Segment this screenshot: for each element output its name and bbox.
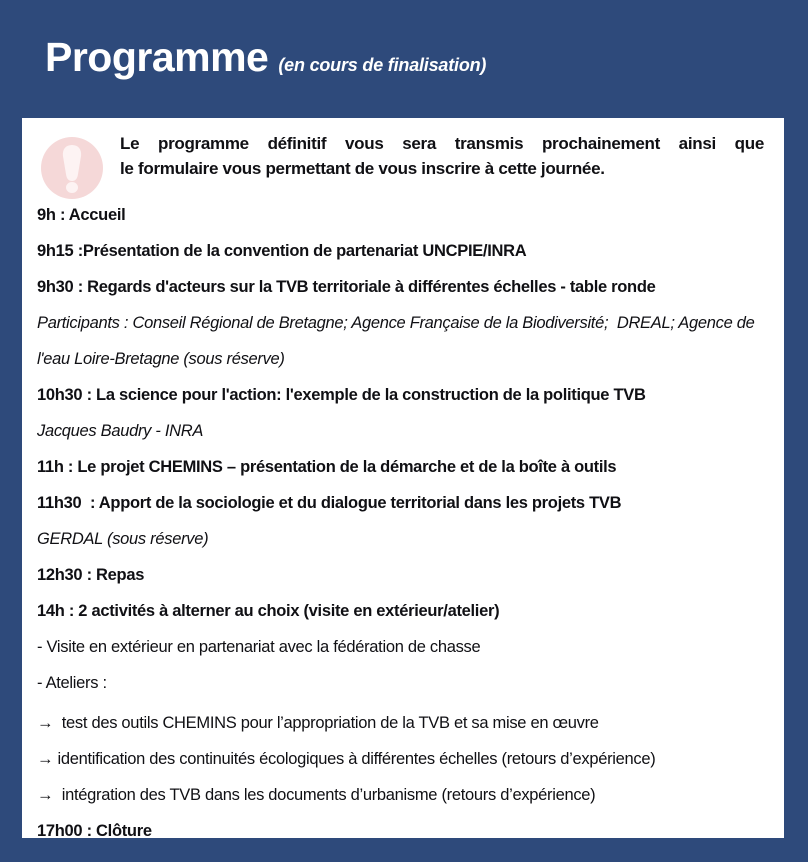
program-item-sociologie: 11h30 : Apport de la sociologie et du dialogue territorial dans les projets TVB xyxy=(37,494,622,512)
page-subtitle: (en cours de finalisation) xyxy=(278,55,487,75)
program-item-cloture: 17h00 : Clôture xyxy=(37,822,152,838)
program-item-speaker-gerdal: GERDAL (sous réserve) xyxy=(37,530,209,548)
program-item-visite: - Visite en extérieur en partenariat avec la fédération de chasse xyxy=(37,638,481,656)
program-item-atelier-test: → test des outils CHEMINS pour l’appropriation de la TVB et sa mise en œuvre xyxy=(37,714,599,732)
program-item-table-ronde: 9h30 : Regards d'acteurs sur la TVB territoriale à différentes échelles - table ronde xyxy=(37,278,656,296)
program-list xyxy=(37,197,769,838)
program-item-presentation: 9h15 :Présentation de la convention de partenariat UNCPIE/INRA xyxy=(37,242,527,260)
program-item-ateliers: - Ateliers : xyxy=(37,674,107,692)
program-item-atelier-integration: → intégration des TVB dans les documents d’urbanisme (retours d’expérience) xyxy=(37,786,596,804)
notice-line: le formulaire vous permettant de vous inscrire à cette journée. xyxy=(120,159,605,178)
program-item-activites: 14h : 2 activités à alterner au choix (visite en extérieur/atelier) xyxy=(37,602,500,620)
program-panel xyxy=(22,118,784,838)
program-item-atelier-identification: → identification des continuités écologiques à différentes échelles (retours d’expérience) xyxy=(37,750,656,768)
alert-exclamation-icon xyxy=(40,136,104,200)
notice-text xyxy=(120,131,764,181)
program-item-accueil: 9h : Accueil xyxy=(37,206,126,224)
notice-line: Le programme définitif vous sera transmis prochainement ainsi que xyxy=(120,134,764,153)
program-item-science-action: 10h30 : La science pour l'action: l'exemple de la construction de la politique TVB xyxy=(37,386,646,404)
page-header xyxy=(45,34,486,81)
program-item-speaker-baudry: Jacques Baudry - INRA xyxy=(37,422,204,440)
program-item-participants: Participants : Conseil Régional de Bretagne; Agence Française de la Biodiversité; DREAL; Agence de l'eau Loire-Bretagne (sous réserve) xyxy=(37,314,759,368)
program-item-projet-chemins: 11h : Le projet CHEMINS – présentation de la démarche et de la boîte à outils xyxy=(37,458,617,476)
page-title: Programme xyxy=(45,34,269,80)
notice-banner xyxy=(22,131,784,194)
program-item-repas: 12h30 : Repas xyxy=(37,566,145,584)
